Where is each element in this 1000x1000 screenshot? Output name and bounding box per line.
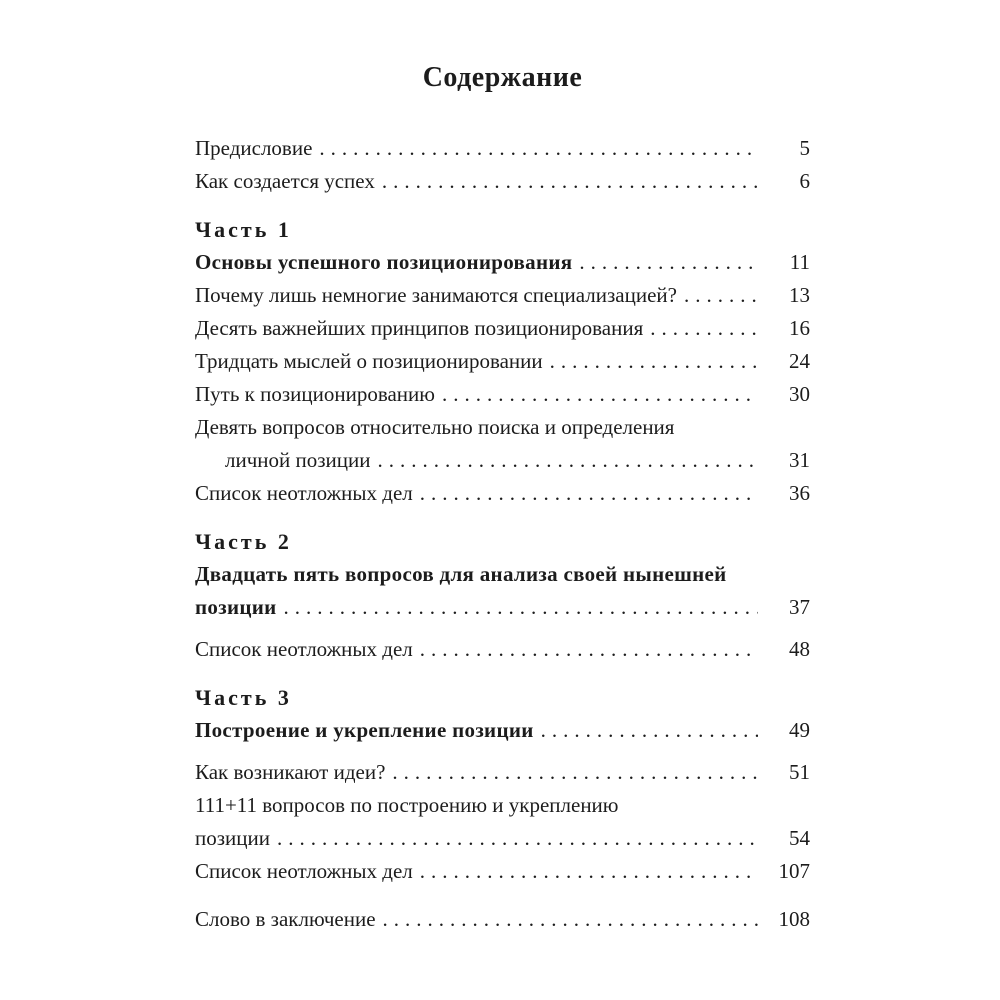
- page-title: Содержание: [422, 62, 583, 93]
- toc-entry-label: Как создается успех: [195, 169, 375, 193]
- toc-entry-page: 16: [789, 316, 810, 340]
- toc-entry-page: 31: [789, 448, 810, 472]
- toc-entry-label: Слово в заключение: [195, 907, 376, 931]
- toc-entry-page: 36: [789, 481, 810, 505]
- toc-entry-page: 54: [789, 826, 810, 850]
- toc-entry-label: Десять важнейших принципов позиционирования: [195, 316, 644, 340]
- toc-row: [195, 477, 810, 510]
- dot-leader: [277, 822, 758, 855]
- toc-row: [195, 411, 810, 444]
- dot-leader: [382, 165, 758, 198]
- toc-row: [195, 633, 810, 666]
- toc-section: [195, 213, 810, 510]
- toc-entry-page: 49: [789, 718, 810, 742]
- toc-entry-label: позиции: [195, 595, 277, 619]
- toc-entry-page: 37: [789, 595, 810, 619]
- toc-entry-label: Почему лишь немногие занимаются специализацией?: [195, 283, 677, 307]
- toc-row: [195, 903, 810, 936]
- toc-row: [195, 246, 810, 279]
- toc-entry-label: Двадцать пять вопросов для анализа своей нынешней: [195, 562, 727, 586]
- dot-leader: [378, 444, 759, 477]
- toc-entry-page: 108: [778, 907, 810, 931]
- dot-leader: [550, 345, 758, 378]
- toc-entry-page: 51: [789, 760, 810, 784]
- dot-leader: [650, 312, 758, 345]
- toc-section: [195, 903, 810, 936]
- toc-row: [195, 165, 810, 198]
- dot-leader: [541, 714, 758, 747]
- toc-entry-page: 24: [789, 349, 810, 373]
- dot-leader: [383, 903, 758, 936]
- part-heading: Часть 1: [195, 217, 292, 242]
- toc-row: [195, 789, 810, 822]
- part-heading: Часть 2: [195, 529, 292, 554]
- dot-leader: [392, 756, 758, 789]
- toc-entry-label: личной позиции: [225, 448, 371, 472]
- toc-entry-label: Список неотложных дел: [195, 481, 413, 505]
- toc-row: [195, 132, 810, 165]
- toc-entry-label: Основы успешного позиционирования: [195, 250, 573, 274]
- toc-entry-label: Построение и укрепление позиции: [195, 718, 534, 742]
- toc-row: [195, 444, 810, 477]
- dot-leader: [684, 279, 758, 312]
- toc-entry-page: 5: [799, 136, 810, 160]
- toc-entry-page: 107: [778, 859, 810, 883]
- toc-entry-label: позиции: [195, 826, 270, 850]
- toc-row: [195, 378, 810, 411]
- toc-section: [195, 681, 810, 888]
- dot-leader: [420, 855, 758, 888]
- dot-leader: [319, 132, 758, 165]
- toc-entry-page: 6: [799, 169, 810, 193]
- dot-leader: [579, 246, 758, 279]
- dot-leader: [420, 477, 758, 510]
- toc-row: [195, 312, 810, 345]
- toc-row: [195, 756, 810, 789]
- part-heading: Часть 3: [195, 685, 292, 710]
- toc-row: [195, 714, 810, 747]
- dot-leader: [420, 633, 758, 666]
- toc-section: [195, 132, 810, 198]
- toc-entry-page: 30: [789, 382, 810, 406]
- toc-row: [195, 345, 810, 378]
- toc-entry-label: Девять вопросов относительно поиска и определения: [195, 415, 675, 439]
- toc-entry-label: Путь к позиционированию: [195, 382, 435, 406]
- toc-entry-page: 48: [789, 637, 810, 661]
- toc-entry-label: Список неотложных дел: [195, 637, 413, 661]
- toc-entry-label: Список неотложных дел: [195, 859, 413, 883]
- toc-row: [195, 558, 810, 591]
- toc-row: [195, 591, 810, 624]
- toc-entry-label: Как возникают идеи?: [195, 760, 386, 784]
- toc-entry-page: 11: [789, 250, 810, 274]
- toc: [195, 132, 810, 936]
- dot-leader: [442, 378, 758, 411]
- toc-section: [195, 525, 810, 666]
- dot-leader: [284, 591, 758, 624]
- toc-row: [195, 855, 810, 888]
- toc-entry-label: Предисловие: [195, 136, 313, 160]
- toc-row: [195, 822, 810, 855]
- toc-row: [195, 279, 810, 312]
- toc-entry-label: Тридцать мыслей о позиционировании: [195, 349, 543, 373]
- toc-entry-label: 111+11 вопросов по построению и укреплению: [195, 793, 619, 817]
- toc-entry-page: 13: [789, 283, 810, 307]
